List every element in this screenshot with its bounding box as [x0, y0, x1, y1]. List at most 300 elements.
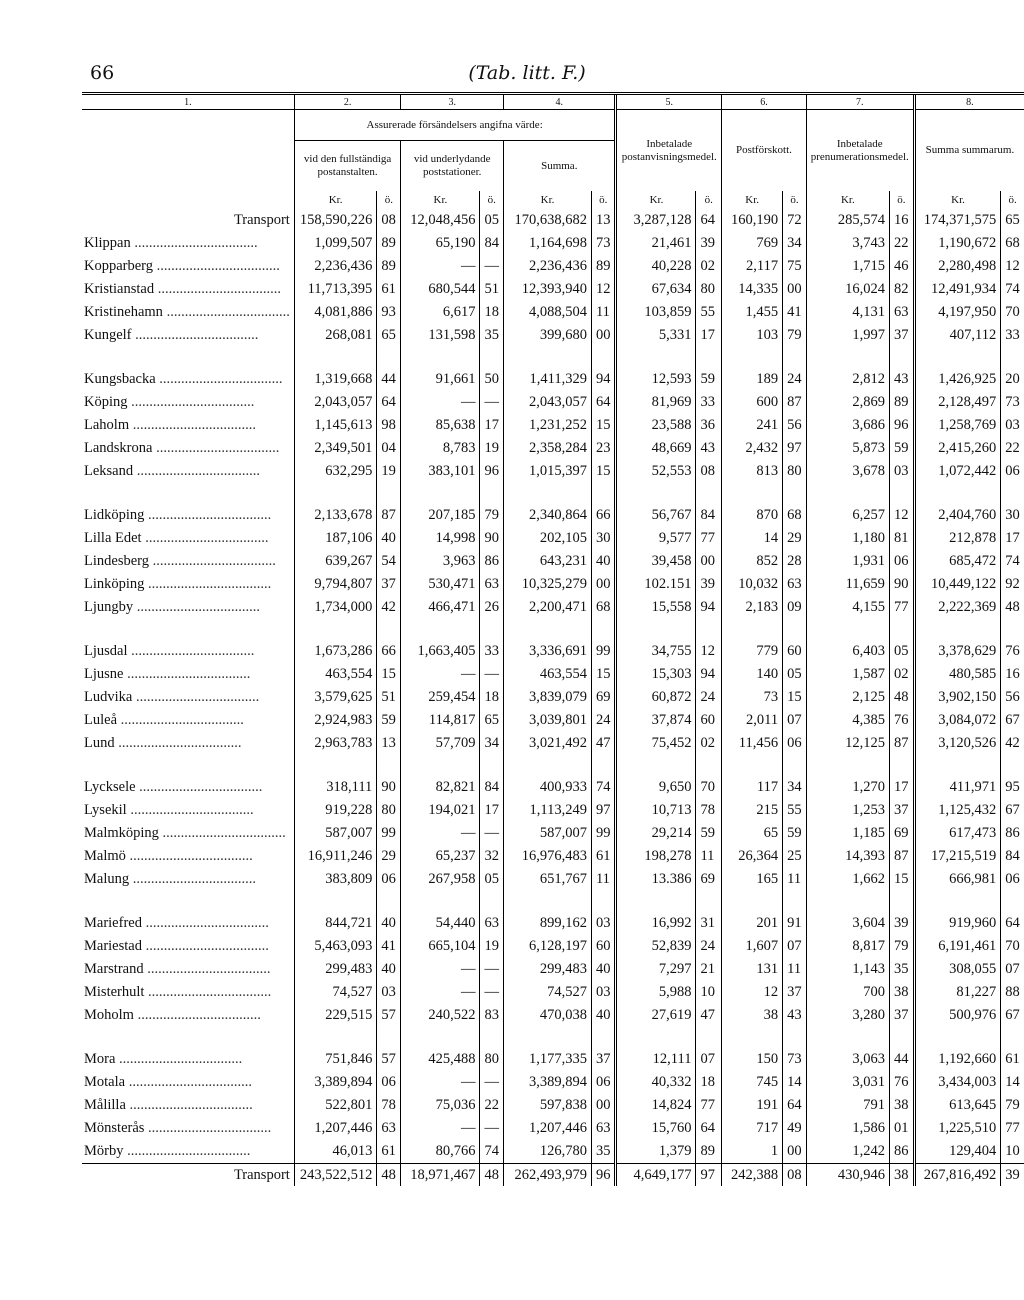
krona-cell: 81,227 — [914, 981, 1000, 1004]
leader-dots: .................................. — [143, 961, 271, 977]
krona-cell: 15,558 — [616, 596, 696, 619]
krona-cell: 40,332 — [616, 1071, 696, 1094]
krona-cell: 1,177,335 — [504, 1048, 592, 1071]
ore-cell: 38 — [889, 1094, 914, 1117]
ore-cell: 12 — [889, 504, 914, 527]
krona-cell: 844,721 — [294, 912, 377, 935]
place-name — [82, 732, 294, 755]
ore-cell: — — [480, 1071, 504, 1094]
krona-cell: 67,634 — [616, 278, 696, 301]
krona-cell: 318,111 — [294, 776, 377, 799]
table-row — [82, 596, 1024, 619]
place-name-text: Målilla — [84, 1097, 126, 1113]
krona-cell: 632,295 — [294, 460, 377, 483]
place-name-text: Misterhult — [84, 984, 145, 1000]
leader-dots: .................................. — [133, 463, 260, 479]
krona-cell: 779 — [722, 640, 783, 663]
place-name-text: Moholm — [84, 1007, 134, 1023]
place-name-text: Malmköping — [84, 825, 159, 841]
header-row-group — [82, 110, 1024, 141]
group-spacer — [82, 1027, 1024, 1048]
krona-cell: 665,104 — [401, 935, 480, 958]
krona-cell: 1,997 — [806, 324, 889, 347]
krona-cell: 11,456 — [722, 732, 783, 755]
krona-cell: 85,638 — [401, 414, 480, 437]
ore-cell: 42 — [1001, 732, 1024, 755]
krona-cell: 2,358,284 — [504, 437, 592, 460]
ore-cell: 73 — [1001, 391, 1024, 414]
ore-cell: 76 — [889, 709, 914, 732]
ore-cell: 94 — [591, 368, 616, 391]
krona-cell: 174,371,575 — [914, 209, 1000, 232]
place-name — [82, 845, 294, 868]
ore-cell: 35 — [591, 1140, 616, 1164]
ore-cell: 07 — [783, 709, 807, 732]
ore-cell: 78 — [377, 1094, 401, 1117]
krona-cell: 587,007 — [504, 822, 592, 845]
ore-cell: 47 — [696, 1004, 722, 1027]
ore-cell: 96 — [480, 460, 504, 483]
leader-dots: .................................. — [131, 327, 259, 343]
header-col5 — [616, 110, 722, 192]
krona-cell: 1,145,613 — [294, 414, 377, 437]
ore-cell: 61 — [377, 1140, 401, 1164]
krona-cell: 617,473 — [914, 822, 1000, 845]
krona-cell: 259,454 — [401, 686, 480, 709]
krona-cell: 587,007 — [294, 822, 377, 845]
place-name — [82, 460, 294, 483]
ore-cell: 64 — [696, 209, 722, 232]
ore-cell: 35 — [480, 324, 504, 347]
krona-cell: 129,404 — [914, 1140, 1000, 1164]
ore-cell: 12 — [591, 278, 616, 301]
place-name — [82, 573, 294, 596]
page-number: 66 — [90, 62, 115, 84]
krona-cell: 1,180 — [806, 527, 889, 550]
ore-cell: 94 — [696, 596, 722, 619]
ore-cell: 33 — [1001, 324, 1024, 347]
krona-cell: 745 — [722, 1071, 783, 1094]
krona-cell: 14,393 — [806, 845, 889, 868]
ore-cell: — — [480, 958, 504, 981]
krona-cell: 34,755 — [616, 640, 696, 663]
place-name-text: Mariefred — [84, 915, 142, 931]
ore-cell: 07 — [696, 1048, 722, 1071]
place-name — [82, 1071, 294, 1094]
ore-cell: 05 — [480, 868, 504, 891]
ore-cell: 11 — [783, 958, 807, 981]
ore-cell: 30 — [591, 527, 616, 550]
krona-cell: 2,043,057 — [294, 391, 377, 414]
krona-cell: 15,760 — [616, 1117, 696, 1140]
ore-cell: 84 — [480, 776, 504, 799]
krona-cell: 685,472 — [914, 550, 1000, 573]
table-row — [82, 278, 1024, 301]
krona-cell: 2,812 — [806, 368, 889, 391]
place-name — [82, 663, 294, 686]
krona-cell: 3,389,894 — [504, 1071, 592, 1094]
place-name — [82, 1164, 294, 1187]
ore-cell: 01 — [889, 1117, 914, 1140]
krona-cell: 3,287,128 — [616, 209, 696, 232]
krona-cell: 383,101 — [401, 460, 480, 483]
krona-cell: 5,873 — [806, 437, 889, 460]
ore-cell: 15 — [591, 414, 616, 437]
ore-cell: 80 — [696, 278, 722, 301]
ore-cell: 05 — [783, 663, 807, 686]
krona-cell: 1,258,769 — [914, 414, 1000, 437]
krona-cell: 1,253 — [806, 799, 889, 822]
table-row — [82, 732, 1024, 755]
table-row — [82, 686, 1024, 709]
ore-cell: 08 — [783, 1164, 807, 1187]
ore-cell: 46 — [889, 255, 914, 278]
krona-cell: 243,522,512 — [294, 1164, 377, 1187]
krona-cell: 103 — [722, 324, 783, 347]
place-name-text: Kristinehamn — [84, 304, 163, 320]
krona-cell: 2,349,501 — [294, 437, 377, 460]
krona-cell: 9,650 — [616, 776, 696, 799]
ore-cell: 86 — [889, 1140, 914, 1164]
krona-cell: 73 — [722, 686, 783, 709]
ore-cell: 69 — [591, 686, 616, 709]
header-col5-text: Inbetalade postanvisningsmedel. — [621, 137, 717, 163]
ore-cell: 74 — [1001, 550, 1024, 573]
ore-cell: 63 — [480, 912, 504, 935]
krona-cell: 3,579,625 — [294, 686, 377, 709]
krona-cell: 52,839 — [616, 935, 696, 958]
krona-cell: 2,133,678 — [294, 504, 377, 527]
ore-cell: 13 — [591, 209, 616, 232]
ore-cell: 68 — [1001, 232, 1024, 255]
ore-cell: 22 — [889, 232, 914, 255]
ore-cell: 63 — [783, 573, 807, 596]
krona-cell: 52,553 — [616, 460, 696, 483]
unit-kr: Kr. — [616, 191, 696, 209]
ore-cell: 79 — [889, 935, 914, 958]
ore-cell: 65 — [1001, 209, 1024, 232]
krona-cell: 16,024 — [806, 278, 889, 301]
krona-cell: 10,713 — [616, 799, 696, 822]
krona-cell: 4,081,886 — [294, 301, 377, 324]
ore-cell: 03 — [377, 981, 401, 1004]
ore-cell: 64 — [783, 1094, 807, 1117]
leader-dots: .................................. — [141, 938, 269, 954]
ore-cell: 77 — [696, 1094, 722, 1117]
ore-cell: 55 — [696, 301, 722, 324]
krona-cell: 14,998 — [401, 527, 480, 550]
krona-cell: — — [401, 391, 480, 414]
ore-cell: 51 — [377, 686, 401, 709]
krona-cell: 215 — [722, 799, 783, 822]
ore-cell: 48 — [480, 1164, 504, 1187]
krona-cell: 126,780 — [504, 1140, 592, 1164]
krona-cell: 202,105 — [504, 527, 592, 550]
krona-cell: 470,038 — [504, 1004, 592, 1027]
krona-cell: 5,988 — [616, 981, 696, 1004]
ore-cell: 96 — [889, 414, 914, 437]
krona-cell: 75,036 — [401, 1094, 480, 1117]
ore-cell: 06 — [591, 1071, 616, 1094]
ore-cell: 80 — [377, 799, 401, 822]
ore-cell: 60 — [591, 935, 616, 958]
ore-cell: 24 — [696, 686, 722, 709]
colnum-3: 3. — [401, 94, 504, 110]
ore-cell: 36 — [696, 414, 722, 437]
krona-cell: 12 — [722, 981, 783, 1004]
group-spacer — [82, 483, 1024, 504]
krona-cell: 852 — [722, 550, 783, 573]
leader-dots: .................................. — [125, 1074, 252, 1090]
ore-cell: 97 — [783, 437, 807, 460]
ore-cell: 86 — [1001, 822, 1024, 845]
leader-dots: .................................. — [141, 530, 269, 546]
place-name-text: Transport — [233, 212, 290, 228]
ore-cell: 00 — [696, 550, 722, 573]
place-name — [82, 799, 294, 822]
krona-cell: 11,713,395 — [294, 278, 377, 301]
krona-cell: 3,686 — [806, 414, 889, 437]
krona-cell: 212,878 — [914, 527, 1000, 550]
ore-cell: 50 — [480, 368, 504, 391]
ore-cell: 34 — [783, 232, 807, 255]
krona-cell: 29,214 — [616, 822, 696, 845]
krona-cell: 3,280 — [806, 1004, 889, 1027]
ore-cell: 73 — [591, 232, 616, 255]
krona-cell: 262,493,979 — [504, 1164, 592, 1187]
ore-cell: 21 — [696, 958, 722, 981]
ore-cell: 06 — [377, 868, 401, 891]
ore-cell: 44 — [889, 1048, 914, 1071]
ore-cell: 98 — [377, 414, 401, 437]
krona-cell: 12,393,940 — [504, 278, 592, 301]
krona-cell: 194,021 — [401, 799, 480, 822]
ore-cell: 87 — [889, 845, 914, 868]
ore-cell: 07 — [1001, 958, 1024, 981]
krona-cell: 13.386 — [616, 868, 696, 891]
krona-cell: — — [401, 958, 480, 981]
ore-cell: 76 — [889, 1071, 914, 1094]
ore-cell: 06 — [1001, 460, 1024, 483]
krona-cell: 14,824 — [616, 1094, 696, 1117]
krona-cell: 2,280,498 — [914, 255, 1000, 278]
krona-cell: 899,162 — [504, 912, 592, 935]
krona-cell: 2,222,369 — [914, 596, 1000, 619]
ore-cell: 66 — [591, 504, 616, 527]
krona-cell: 10,325,279 — [504, 573, 592, 596]
krona-cell: 425,488 — [401, 1048, 480, 1071]
group-spacer — [82, 619, 1024, 640]
krona-cell: 2,404,760 — [914, 504, 1000, 527]
place-name-text: Linköping — [84, 576, 145, 592]
ore-cell: 70 — [1001, 301, 1024, 324]
ore-cell: — — [480, 981, 504, 1004]
krona-cell: 285,574 — [806, 209, 889, 232]
krona-cell: 717 — [722, 1117, 783, 1140]
place-name — [82, 981, 294, 1004]
leader-dots: .................................. — [115, 1051, 243, 1067]
ore-cell: 97 — [591, 799, 616, 822]
ore-cell: 06 — [889, 550, 914, 573]
ore-cell: 40 — [591, 958, 616, 981]
krona-cell: 3,378,629 — [914, 640, 1000, 663]
krona-cell: 1,207,446 — [294, 1117, 377, 1140]
place-name — [82, 368, 294, 391]
leader-dots: .................................. — [135, 779, 263, 795]
krona-cell: 2,340,864 — [504, 504, 592, 527]
place-name-text: Mora — [84, 1051, 116, 1067]
table-row — [82, 799, 1024, 822]
place-name — [82, 301, 294, 324]
krona-cell: 1,192,660 — [914, 1048, 1000, 1071]
krona-cell: — — [401, 981, 480, 1004]
ore-cell: 59 — [889, 437, 914, 460]
place-name-text: Kristianstad — [84, 281, 155, 297]
place-name — [82, 414, 294, 437]
unit-ore: ö. — [480, 191, 504, 209]
ore-cell: 34 — [783, 776, 807, 799]
krona-cell: 1,426,925 — [914, 368, 1000, 391]
krona-cell: 189 — [722, 368, 783, 391]
place-name-text: Mariestad — [84, 938, 142, 954]
leader-dots: .................................. — [130, 235, 258, 251]
ore-cell: 37 — [889, 324, 914, 347]
krona-cell: 150 — [722, 1048, 783, 1071]
krona-cell: 56,767 — [616, 504, 696, 527]
ore-cell: 61 — [377, 278, 401, 301]
krona-cell: 1,411,329 — [504, 368, 592, 391]
table-row — [82, 1117, 1024, 1140]
table-row — [82, 414, 1024, 437]
place-name — [82, 437, 294, 460]
ore-cell: 64 — [1001, 912, 1024, 935]
ore-cell: 06 — [1001, 868, 1024, 891]
place-name-text: Lindesberg — [84, 553, 149, 569]
ore-cell: 29 — [377, 845, 401, 868]
header-col2: vid den fullständiga postanstalten. — [294, 141, 401, 192]
krona-cell: 919,960 — [914, 912, 1000, 935]
leader-dots: .................................. — [127, 643, 255, 659]
page-title — [0, 62, 1024, 84]
ore-cell: 77 — [1001, 1117, 1024, 1140]
table-row — [82, 527, 1024, 550]
krona-cell: 3,434,003 — [914, 1071, 1000, 1094]
ore-cell: 29 — [783, 527, 807, 550]
group-spacer — [82, 755, 1024, 776]
ore-cell: 33 — [696, 391, 722, 414]
ore-cell: 00 — [783, 1140, 807, 1164]
krona-cell: 2,415,260 — [914, 437, 1000, 460]
ore-cell: 12 — [696, 640, 722, 663]
table-row — [82, 912, 1024, 935]
ore-cell: 02 — [696, 732, 722, 755]
place-name — [82, 935, 294, 958]
krona-cell: 46,013 — [294, 1140, 377, 1164]
krona-cell: 919,228 — [294, 799, 377, 822]
ore-cell: 75 — [783, 255, 807, 278]
krona-cell: 2,963,783 — [294, 732, 377, 755]
ore-cell: 18 — [696, 1071, 722, 1094]
krona-cell: 383,809 — [294, 868, 377, 891]
place-name — [82, 255, 294, 278]
krona-cell: 165 — [722, 868, 783, 891]
colnum-7: 7. — [806, 94, 914, 110]
krona-cell: 1,164,698 — [504, 232, 592, 255]
table-row — [82, 573, 1024, 596]
ore-cell: 17 — [889, 776, 914, 799]
krona-cell: 1,715 — [806, 255, 889, 278]
krona-cell: 430,946 — [806, 1164, 889, 1187]
ore-cell: 99 — [591, 640, 616, 663]
ore-cell: 28 — [783, 550, 807, 573]
krona-cell: 1,607 — [722, 935, 783, 958]
ore-cell: 87 — [783, 391, 807, 414]
ore-cell: 07 — [783, 935, 807, 958]
krona-cell: 3,839,079 — [504, 686, 592, 709]
krona-cell: 74,527 — [294, 981, 377, 1004]
ore-cell: 68 — [591, 596, 616, 619]
ore-cell: 24 — [783, 368, 807, 391]
ore-cell: 84 — [480, 232, 504, 255]
ore-cell: 41 — [783, 301, 807, 324]
place-name — [82, 1117, 294, 1140]
ore-cell: 48 — [889, 686, 914, 709]
ore-cell: 10 — [696, 981, 722, 1004]
krona-cell: 4,385 — [806, 709, 889, 732]
header-col6: Postförskott. — [722, 110, 807, 192]
krona-cell: 3,963 — [401, 550, 480, 573]
table-row — [82, 663, 1024, 686]
ore-cell: 38 — [889, 1164, 914, 1187]
krona-cell: 1,270 — [806, 776, 889, 799]
krona-cell: 407,112 — [914, 324, 1000, 347]
ore-cell: 64 — [696, 1117, 722, 1140]
table-row — [82, 368, 1024, 391]
krona-cell: 65,190 — [401, 232, 480, 255]
krona-cell: 60,872 — [616, 686, 696, 709]
krona-cell: 2,236,436 — [294, 255, 377, 278]
ore-cell: 17 — [480, 414, 504, 437]
ore-cell: 48 — [377, 1164, 401, 1187]
place-name — [82, 278, 294, 301]
krona-cell: 38 — [722, 1004, 783, 1027]
ore-cell: 86 — [480, 550, 504, 573]
krona-cell: 463,554 — [294, 663, 377, 686]
krona-cell: 9,577 — [616, 527, 696, 550]
ore-cell: 17 — [1001, 527, 1024, 550]
ore-cell: 04 — [377, 437, 401, 460]
krona-cell: 17,215,519 — [914, 845, 1000, 868]
ore-cell: 78 — [696, 799, 722, 822]
header-col4: Summa. — [504, 141, 616, 192]
ore-cell: 51 — [480, 278, 504, 301]
ore-cell: 33 — [480, 640, 504, 663]
unit-kr: Kr. — [722, 191, 783, 209]
ore-cell: 73 — [783, 1048, 807, 1071]
place-name — [82, 527, 294, 550]
place-name-text: Malung — [84, 871, 130, 887]
ore-cell: 91 — [783, 912, 807, 935]
ore-cell: 63 — [480, 573, 504, 596]
ore-cell: 83 — [480, 1004, 504, 1027]
ore-cell: 30 — [1001, 504, 1024, 527]
krona-cell: 12,048,456 — [401, 209, 480, 232]
krona-cell: 3,031 — [806, 1071, 889, 1094]
table-row — [82, 324, 1024, 347]
krona-cell: 3,084,072 — [914, 709, 1000, 732]
ore-cell: 67 — [1001, 1004, 1024, 1027]
table-row — [82, 868, 1024, 891]
